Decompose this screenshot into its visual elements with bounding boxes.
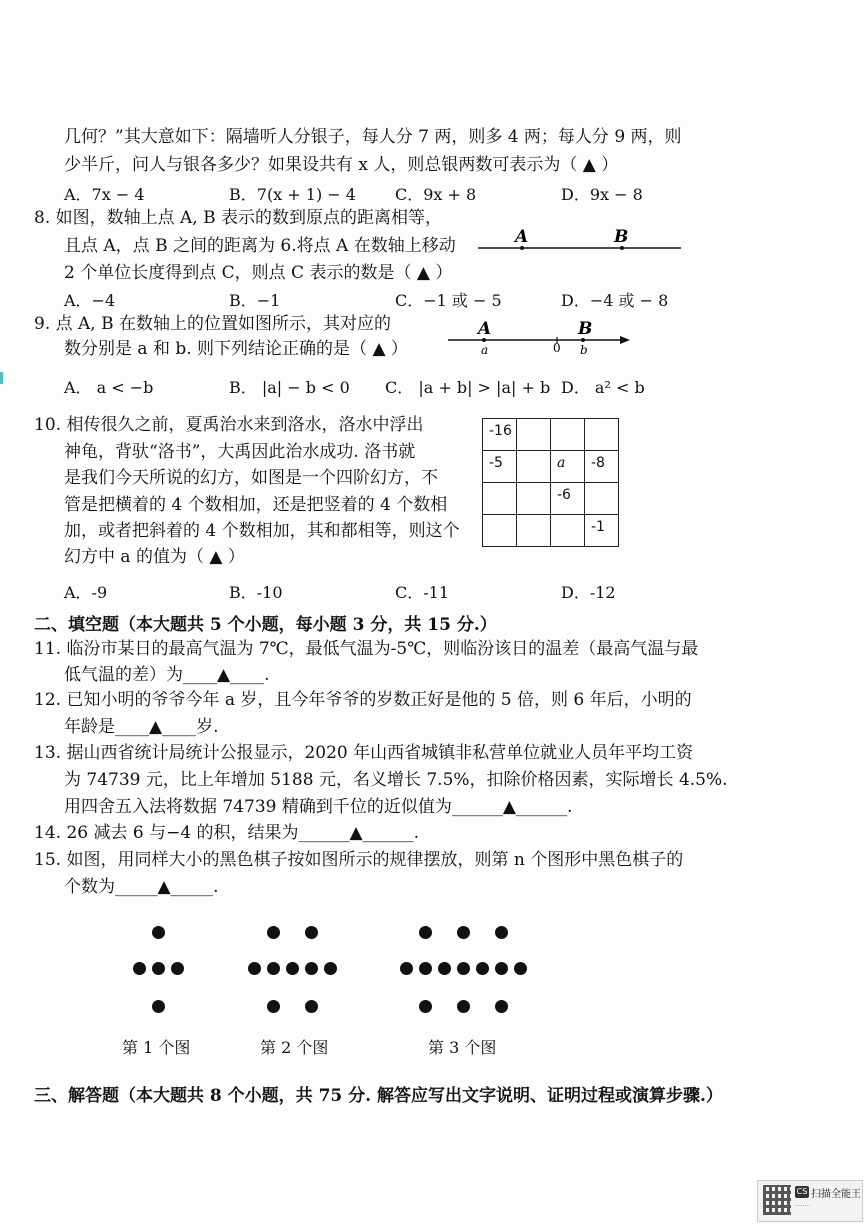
q7-option-b: B．7(x + 1) − 4 bbox=[229, 185, 356, 204]
q8-option-c: C．−1 或 − 5 bbox=[395, 291, 502, 310]
magic-cell: -1 bbox=[585, 515, 619, 547]
chess-piece bbox=[286, 962, 299, 975]
magic-cell bbox=[483, 515, 517, 547]
qr-code-icon bbox=[763, 1185, 791, 1215]
chess-piece bbox=[495, 962, 508, 975]
chess-piece bbox=[305, 962, 318, 975]
magic-cell: a bbox=[551, 451, 585, 483]
magic-cell: -6 bbox=[551, 483, 585, 515]
q9-option-d: D． a² < b bbox=[561, 378, 645, 397]
figure-2-caption: 第 2 个图 bbox=[260, 1038, 329, 1057]
chess-piece bbox=[514, 962, 527, 975]
magic-cell bbox=[585, 419, 619, 451]
chess-piece bbox=[305, 1000, 318, 1013]
scanner-subtitle: ········ bbox=[795, 1203, 811, 1210]
chess-piece bbox=[267, 1000, 280, 1013]
q9-tick-a: a bbox=[481, 343, 489, 357]
magic-cell bbox=[517, 451, 551, 483]
chess-piece bbox=[495, 926, 508, 939]
chess-piece bbox=[438, 962, 451, 975]
chess-piece bbox=[457, 926, 470, 939]
q7-option-a: A．7x − 4 bbox=[64, 185, 145, 204]
figure-3-caption: 第 3 个图 bbox=[428, 1038, 497, 1057]
q7-text-line2: 少半斤，问人与银各多少？如果设共有 x 人，则总银两数可表示为（ ▲ ） bbox=[64, 155, 619, 175]
q8-option-b: B．−1 bbox=[229, 291, 281, 310]
q10-option-c: C．-11 bbox=[395, 583, 450, 602]
chess-piece bbox=[419, 1000, 432, 1013]
section-2-heading: 二、填空题（本大题共 5 个小题，每小题 3 分，共 15 分.） bbox=[34, 615, 497, 635]
scanner-title: 扫描全能王 bbox=[811, 1189, 861, 1200]
figure-1-caption: 第 1 个图 bbox=[122, 1038, 191, 1057]
chess-piece bbox=[133, 962, 146, 975]
q12-text-line2: 年龄是____▲____岁. bbox=[64, 717, 219, 737]
chess-piece bbox=[305, 926, 318, 939]
scanner-badge: CS bbox=[796, 1187, 808, 1196]
q13-text-line3: 用四舍五入法将数据 74739 精确到千位的近似值为______▲______. bbox=[64, 797, 573, 817]
chess-piece bbox=[419, 926, 432, 939]
magic-cell bbox=[551, 419, 585, 451]
q8-text-line3: 2 个单位长度得到点 C，则点 C 表示的数是（ ▲ ） bbox=[64, 263, 453, 283]
q8-option-a: A．−4 bbox=[64, 291, 116, 310]
q15-text-line2: 个数为_____▲_____. bbox=[64, 877, 219, 897]
magic-cell bbox=[517, 483, 551, 515]
q8-text-line2: 且点 A，点 B 之间的距离为 6.将点 A 在数轴上移动 bbox=[64, 236, 456, 256]
chess-piece bbox=[495, 1000, 508, 1013]
magic-cell: -16 bbox=[483, 419, 517, 451]
q10-option-d: D．-12 bbox=[561, 583, 616, 602]
q9-label-a: A bbox=[478, 319, 492, 339]
q13-text-line1: 13. 据山西省统计局统计公报显示，2020 年山西省城镇非私营单位就业人员年平均工资 bbox=[34, 743, 694, 763]
magic-cell bbox=[585, 483, 619, 515]
q10-text-line5: 加，或者把斜着的 4 个数相加，其和都相等，则这个 bbox=[64, 521, 460, 541]
chess-piece bbox=[267, 926, 280, 939]
q12-text-line1: 12. 已知小明的爷爷今年 a 岁，且今年爷爷的岁数正好是他的 5 倍，则 6 年后，小明的 bbox=[34, 690, 692, 710]
chess-piece bbox=[400, 962, 413, 975]
magic-cell bbox=[483, 483, 517, 515]
q8-text-line1: 8. 如图，数轴上点 A, B 表示的数到原点的距离相等， bbox=[34, 208, 443, 228]
q9-label-b: B bbox=[578, 319, 593, 339]
q10-option-a: A．-9 bbox=[64, 583, 108, 602]
q15-text-line1: 15. 如图，用同样大小的黑色棋子按如图所示的规律摆放，则第 n 个图形中黑色棋子的 bbox=[34, 850, 684, 870]
q9-text-line1: 9. 点 A, B 在数轴上的位置如图所示，其对应的 bbox=[34, 314, 392, 334]
q7-option-c: C．9x + 8 bbox=[395, 185, 477, 204]
chess-piece bbox=[419, 962, 432, 975]
chess-piece bbox=[267, 962, 280, 975]
q8-option-d: D．−4 或 − 8 bbox=[561, 291, 669, 310]
q10-option-b: B．-10 bbox=[229, 583, 283, 602]
q10-text-line1: 10. 相传很久之前，夏禹治水来到洛水，洛水中浮出 bbox=[34, 415, 424, 435]
q9-text-line2: 数分别是 a 和 b. 则下列结论正确的是（ ▲ ） bbox=[64, 339, 408, 359]
magic-square-grid bbox=[482, 418, 619, 547]
magic-cell bbox=[517, 419, 551, 451]
q11-text-line2: 低气温的差）为____▲____. bbox=[64, 665, 270, 685]
q8-label-b: B bbox=[614, 227, 629, 247]
chess-piece bbox=[152, 1000, 165, 1013]
q9-option-c: C． |a + b| > |a| + b bbox=[385, 378, 551, 397]
q7-text-line1: 几何？”其大意如下：隔墙听人分银子，每人分 7 两，则多 4 两；每人分 9 两，则 bbox=[64, 127, 682, 147]
scan-edge-mark bbox=[0, 372, 3, 384]
q10-text-line3: 是我们今天所说的幻方，如图是一个四阶幻方，不 bbox=[64, 468, 438, 488]
magic-cell: -5 bbox=[483, 451, 517, 483]
magic-cell bbox=[517, 515, 551, 547]
chess-piece bbox=[152, 926, 165, 939]
q9-tick-b: b bbox=[580, 343, 588, 357]
q8-number-line bbox=[476, 222, 686, 256]
q11-text-line1: 11. 临汾市某日的最高气温为 7℃，最低气温为-5℃，则临汾该日的温差（最高气温与最 bbox=[34, 639, 699, 659]
q10-text-line4: 管是把横着的 4 个数相加，还是把竖着的 4 个数相 bbox=[64, 495, 448, 515]
chess-piece bbox=[152, 962, 165, 975]
q8-label-a: A bbox=[515, 227, 529, 247]
q9-number-line bbox=[446, 314, 632, 358]
q9-option-a: A． a < −b bbox=[64, 378, 154, 397]
chess-piece bbox=[171, 962, 184, 975]
magic-cell bbox=[551, 515, 585, 547]
scanner-watermark bbox=[757, 1180, 863, 1222]
magic-cell: -8 bbox=[585, 451, 619, 483]
chess-piece bbox=[457, 1000, 470, 1013]
q13-text-line2: 为 74739 元，比上年增加 5188 元，名义增长 7.5%，扣除价格因素，实际增长 4.5%. bbox=[64, 770, 728, 790]
q10-text-line2: 神龟，背驮“洛书”，大禹因此治水成功. 洛书就 bbox=[64, 442, 416, 462]
q14-text: 14. 26 减去 6 与−4 的积，结果为______▲______. bbox=[34, 823, 420, 843]
q7-option-d: D．9x − 8 bbox=[561, 185, 643, 204]
chess-piece bbox=[476, 962, 489, 975]
q9-option-b: B． |a| − b < 0 bbox=[229, 378, 350, 397]
q10-text-line6: 幻方中 a 的值为（ ▲ ） bbox=[64, 547, 245, 567]
chess-piece bbox=[324, 962, 337, 975]
section-3-heading: 三、解答题（本大题共 8 个小题，共 75 分. 解答应写出文字说明、证明过程或演算步骤.） bbox=[34, 1086, 723, 1106]
chess-piece bbox=[248, 962, 261, 975]
chess-piece bbox=[457, 962, 470, 975]
q9-tick-zero: 0 bbox=[553, 341, 561, 355]
